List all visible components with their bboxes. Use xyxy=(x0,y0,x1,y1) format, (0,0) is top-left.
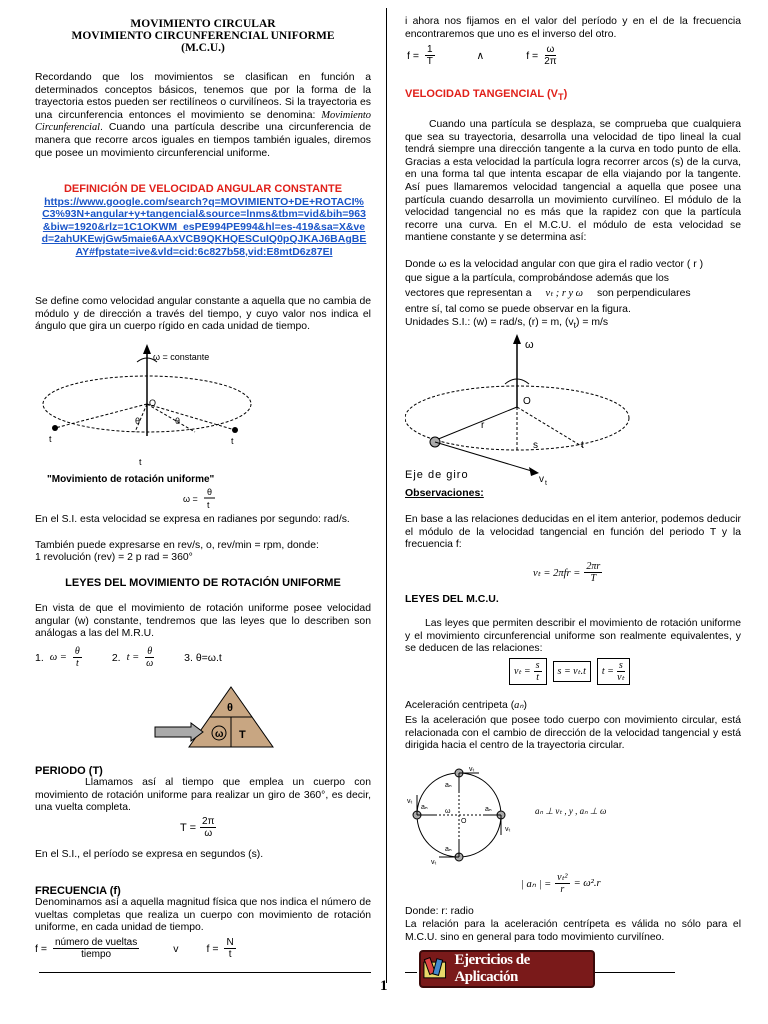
law-1-num: θ xyxy=(74,646,80,657)
law-2-num: θ xyxy=(147,646,153,657)
triangle-t: T xyxy=(239,729,246,741)
box1-lhs: vₜ = xyxy=(514,666,531,677)
f1-lhs: f = xyxy=(407,49,419,62)
vt-formula-den: T xyxy=(590,573,597,584)
velocity-vector xyxy=(435,442,535,472)
title-line-1: MOVIMIENTO CIRCULAR xyxy=(130,18,276,30)
relation-box-1 xyxy=(509,658,547,685)
freq-or: v xyxy=(173,942,179,955)
units-text: Unidades S.I.: (w) = rad/s, (r) = m, (v xyxy=(405,317,574,328)
vt-formula-num: 2πr xyxy=(586,561,601,572)
fig3-v-label: vₜ xyxy=(407,798,413,805)
box1-den: t xyxy=(536,672,539,683)
obs-heading: Observaciones: xyxy=(405,487,484,499)
page-title xyxy=(35,18,371,54)
vt-heading-end: ) xyxy=(563,88,568,100)
ac-formula-rhs: = ω².r xyxy=(573,878,601,889)
si-text-1: En el S.I. esta velocidad se expresa en radianes por segundo: rad/s. xyxy=(35,514,350,525)
period-fraction xyxy=(200,816,216,839)
law-1-fraction xyxy=(73,646,82,669)
ac-formula-num: vₜ² xyxy=(557,872,568,883)
vt-formula-text: vₜ = 2πfr = xyxy=(533,567,581,579)
ac-formula-lhs: | aₙ | = xyxy=(521,878,552,890)
relation-box-2: s = vₜ.t xyxy=(553,661,591,682)
radius-vector xyxy=(431,407,517,442)
vt-heading xyxy=(405,88,567,102)
law-1-lhs: ω = xyxy=(49,652,67,663)
ac-formula xyxy=(521,872,601,895)
box3-lhs: t = xyxy=(601,666,614,677)
fig2-t-label: t xyxy=(581,440,584,451)
fig1-t-label: t xyxy=(231,436,234,446)
period-si: En el S.I., el período se expresa en segundos (s). xyxy=(35,849,264,860)
si-text-3: 1 revolución (rev) = 2 p rad = 360° xyxy=(35,552,193,563)
freq-fraction xyxy=(53,937,139,960)
mcu-relations xyxy=(509,658,630,685)
fig2-vt-label: v xyxy=(539,474,544,485)
law-2-fraction xyxy=(145,646,154,669)
donde-line-2: que sigue a la partícula, comprobándose además que los xyxy=(405,273,669,284)
donde-line-3c: son perpendiculares xyxy=(597,288,691,299)
triangle-theta: θ xyxy=(227,702,233,714)
vt-heading-sub: T xyxy=(558,92,564,103)
page-number: 1 xyxy=(380,978,388,994)
rotation-figure xyxy=(35,340,371,510)
ac-heading-symbol: aₙ xyxy=(514,700,524,711)
fig1-theta-label: θ xyxy=(135,416,141,426)
law-2-number: 2. xyxy=(111,651,121,664)
fig3-a-label: aₙ xyxy=(485,806,492,813)
radius-line-1 xyxy=(55,404,147,428)
banner-text: Ejercicios de Aplicación xyxy=(454,952,530,985)
particle-dot xyxy=(52,425,58,431)
velocity-arrowhead-icon xyxy=(529,467,539,476)
freq-lhs: f = xyxy=(35,942,47,955)
freq-den: tiempo xyxy=(81,949,112,960)
si-text-2: También puede expresarse en rev/s, o, rev/min = rpm, donde: xyxy=(35,540,319,551)
law-1-number: 1. xyxy=(35,651,44,664)
title-line-3: (M.C.U.) xyxy=(181,42,225,54)
relation-box-3 xyxy=(597,658,630,685)
radius-line-3 xyxy=(147,404,235,430)
f1-fraction xyxy=(425,44,435,67)
intro-italic: Movimiento Circunferencial xyxy=(35,109,371,134)
radius-line xyxy=(517,407,583,447)
axis-arrow-icon xyxy=(513,334,521,344)
donde-line-3a: vectores que representan a xyxy=(405,288,532,299)
right-top-paragraph: i ahora nos fijamos en el valor del período y en el de la frecuencia encontraremos que uno es el inverso del otro. xyxy=(405,16,741,40)
fig1-theta-label: θ xyxy=(175,416,181,426)
fig3-a-label: aₙ xyxy=(445,846,452,853)
donde-line-3b: vₜ ; r y ω xyxy=(545,288,584,299)
f2-lhs: f = xyxy=(526,49,539,62)
freq2-fraction xyxy=(224,937,235,960)
footer-rule xyxy=(39,972,371,973)
period-heading: PERIODO (T) xyxy=(35,765,103,777)
law-triangle xyxy=(153,685,283,750)
fig1-formula-lhs: ω = xyxy=(183,494,198,504)
period-lhs: T = xyxy=(180,821,197,834)
fig1-formula-num: θ xyxy=(207,487,213,497)
intro-text-b: . Cuando una partícula describe una circunferencia de manera que recorre arcos iguales en tiempos también iguales, diremos que posee un movimiento circunferencial uniforme. xyxy=(35,122,371,159)
ac-formula-fraction xyxy=(555,872,569,895)
fig3-v-label: vₜ xyxy=(505,826,511,833)
law-1-den: t xyxy=(75,658,79,669)
footer-rule xyxy=(595,972,675,973)
final-paragraph: La relación para la aceleración centrípeta es válida no sólo para el M.C.U. sino en general para todo movimiento curvilíneo. xyxy=(405,919,741,943)
donde-r: Donde: r: radio xyxy=(405,906,474,917)
vt-heading-text: VELOCIDAD TANGENCIAL (V xyxy=(405,88,558,100)
triangle-omega: ω xyxy=(215,729,224,740)
freq2-num: N xyxy=(226,937,234,948)
donde-line-1: Donde ω es la velocidad angular con que gira el radio vector ( r ) xyxy=(405,259,704,270)
radius-line-4 xyxy=(147,404,195,432)
units-end: ) = m/s xyxy=(576,317,609,328)
video-link[interactable]: https://www.google.com/search?q=MOVIMIENTO+DE+ROTACI%C3%93N+angular+y+tangencial&source=lnms&tbm=vid&bih=963&biw=1920&rlz=1C1OKWM_esPE994PE994&hl=es-419&sa=X&ved=2ahUKEwjGw5maie6AAxVCB9QKHQESCuIQ0pQJKAJ6BAgBEAY#fpstate=ive&vld=cid:6c827b58,vid:E8mtD6z87EI xyxy=(41,196,367,258)
title-line-2: MOVIMIENTO CIRCUNFERENCIAL UNIFORME xyxy=(71,30,335,42)
fig1-formula-den: t xyxy=(207,500,210,510)
exercises-banner xyxy=(419,950,595,988)
box3-num: s xyxy=(618,660,623,671)
period-num: 2π xyxy=(202,816,215,827)
vt-formula xyxy=(533,561,602,584)
donde-line-3 xyxy=(405,288,741,301)
f2-den: 2π xyxy=(544,56,557,67)
axis-arrow-icon xyxy=(143,344,151,354)
particle-dot xyxy=(232,427,238,433)
law-2-lhs: t = xyxy=(126,652,140,663)
freq-num: número de vueltas xyxy=(54,937,138,948)
fig1-t-label: t xyxy=(49,434,52,444)
perp-relations: aₙ ⊥ vₜ , y , aₙ ⊥ ω xyxy=(535,806,607,816)
box3-fraction xyxy=(617,660,625,683)
units-line xyxy=(405,317,741,332)
footer-rule xyxy=(405,972,417,973)
stationery-icon xyxy=(421,954,450,984)
period-den: ω xyxy=(204,828,213,839)
f1-den: T xyxy=(426,56,433,67)
law-3: 3. θ=ω.t xyxy=(184,651,222,664)
intro-text-a: Recordando que los movimientos se clasifican en función a determinados conceptos básicos, tenemos que por la forma de la trayectoria estos pueden ser rectilíneos o curvilíneos. Si la trayectoria es una circunferencia entonces el movimiento se denomina: xyxy=(35,72,371,121)
fig2-s-label: s xyxy=(533,440,538,451)
centripetal-figure xyxy=(405,765,525,865)
fig1-o-label: O xyxy=(149,398,157,408)
column-divider xyxy=(386,8,387,983)
period-formula xyxy=(180,816,216,839)
fig3-v-label: vₜ xyxy=(431,859,437,865)
tangential-velocity-figure xyxy=(405,332,741,487)
fig3-o-label: O xyxy=(461,818,467,825)
donde-line-4: entre sí, tal como se puede observar en la figura. xyxy=(405,304,631,315)
def-paragraph: Se define como velocidad angular constante a aquella que no cambia de módulo y de dirección a través del tiempo, y cuyo valor nos indica el ángulo que gira un cuerpo rígido en cada unidad de tiempo. xyxy=(35,296,371,333)
intro-paragraph xyxy=(35,72,371,160)
def-heading: DEFINICIÓN DE VELOCIDAD ANGULAR CONSTANTE xyxy=(63,183,343,195)
freq2-lhs: f = xyxy=(206,942,219,955)
vt-formula-fraction xyxy=(584,561,602,584)
period-paragraph: Llamamos así al tiempo que emplea un cuerpo con movimiento de rotación uniforme para realizar un giro de 360°, es decir, una vuelta completa. xyxy=(35,777,371,814)
fig2-vt-sub: t xyxy=(545,480,547,487)
fig2-axis-label: Eje de giro xyxy=(405,469,469,481)
box1-fraction xyxy=(534,660,542,683)
laws-paragraph: En vista de que el movimiento de rotación uniforme posee velocidad angular (w) constante, tendremos que las leyes que lo describen son análogas a las del M.R.U. xyxy=(35,603,371,640)
ac-heading xyxy=(405,700,527,713)
fig1-omega-label: ω = constante xyxy=(153,352,210,362)
and-symbol: ∧ xyxy=(476,49,485,62)
f1-num: 1 xyxy=(426,44,433,55)
mcu-heading: LEYES DEL M.C.U. xyxy=(405,593,499,605)
ac-heading-end: ) xyxy=(523,700,527,711)
f2-num: ω xyxy=(546,44,555,55)
fig2-r-label: r xyxy=(481,420,485,431)
box3-den: vₜ xyxy=(617,672,625,683)
f2-fraction xyxy=(544,44,556,67)
inverse-formula xyxy=(407,44,557,67)
fig1-caption: "Movimiento de rotación uniforme" xyxy=(47,474,215,485)
fig2-o-label: O xyxy=(523,396,531,407)
freq2-den: t xyxy=(228,949,232,960)
ac-heading-text: Aceleración centripeta ( xyxy=(405,700,515,711)
obs-paragraph: En base a las relaciones deducidas en el item anterior, podemos deducir el módulo de la velocidad tangencial en función del periodo T y la frecuencia f: xyxy=(405,514,741,551)
fig1-t-label: t xyxy=(139,457,142,467)
fig3-a-label: aₙ xyxy=(445,782,452,789)
ac-paragraph: Es la aceleración que posee todo cuerpo con movimiento circular, está relacionada con el cambio de dirección de la velocidad tangencial y está dirigida hacia el centro de la trayectoria circular. xyxy=(405,715,741,752)
law-2-den: ω xyxy=(146,658,154,669)
fig3-omega-label: ω xyxy=(445,808,451,815)
laws-formulas xyxy=(35,646,371,669)
vt-paragraph: Cuando una partícula se desplaza, se comprueba que cualquiera que sea su trayectoria, desarrolla una velocidad de tipo lineal la cual tendrá siempre una dirección tangente a la curva en todo punto de ella. Gracias a esta velocidad la partícula logra recorrer arcos (s) de la curva, en una forma tal que intenta escapar de ella viajando por la tangente. Así pues llamaremos velocidad tangencial a aquella que posee una partícula cuando desarrolla un movimiento curvilíneo. El módulo de la velocidad tangencial no es más que la rapidez con que la partícula recorre una curva. En el M.C.U. el módulo de esta velocidad se mantiene constante y se determina así: xyxy=(405,119,741,244)
fig3-a-label: aₙ xyxy=(421,804,428,811)
ac-formula-den: r xyxy=(560,884,565,895)
fig3-v-label: vₜ xyxy=(469,766,475,773)
units-sub: t xyxy=(573,320,577,331)
freq-paragraph: Denominamos así a aquella magnitud física que nos indica el número de vueltas completas que realiza un cuerpo con movimiento de rotación uniforme, en cada unidad de tiempo. xyxy=(35,897,371,934)
fig2-omega-label: ω xyxy=(525,339,534,351)
freq-heading: FRECUENCIA (f) xyxy=(35,885,121,897)
box1-num: s xyxy=(535,660,540,671)
laws-heading: LEYES DEL MOVIMIENTO DE ROTACIÓN UNIFORME xyxy=(65,577,341,589)
freq-formula xyxy=(35,937,371,960)
mcu-paragraph: Las leyes que permiten describir el movimiento de rotación uniforme y el movimiento circunferencial uniforme son realmente equivalentes, y se deducen de las relaciones: xyxy=(405,618,741,655)
